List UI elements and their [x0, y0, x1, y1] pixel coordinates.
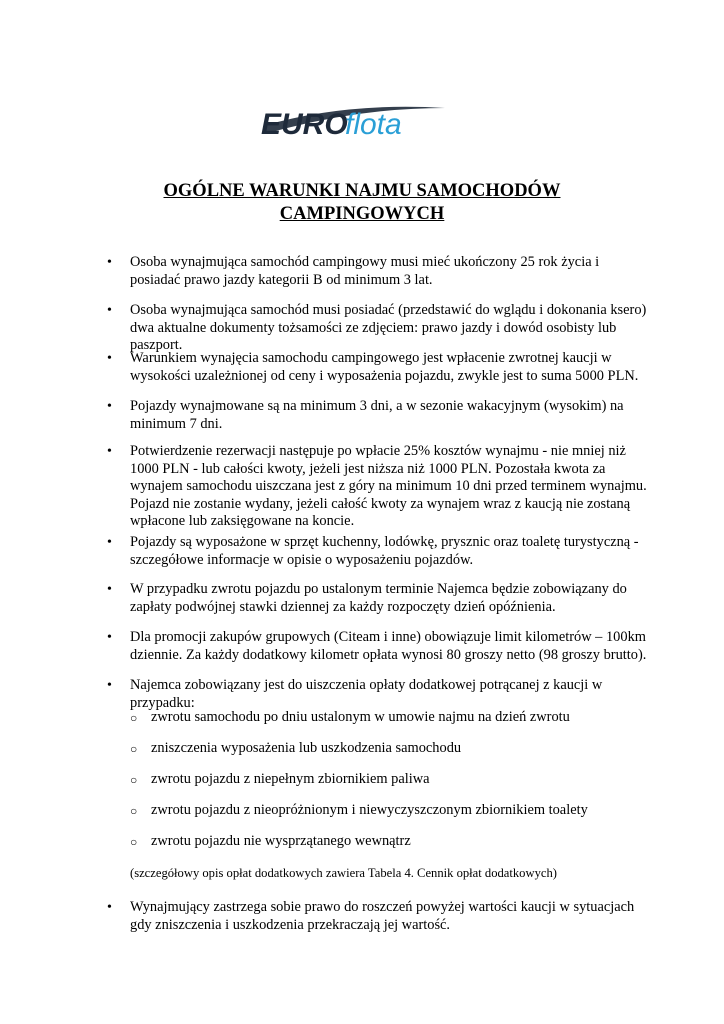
list-item: W przypadku zwrotu pojazdu po ustalonym terminie Najemca będzie zobowiązany do zapłaty podwójnej stawki dziennej za każdy rozpoczęty dzień opóźnienia.: [130, 581, 627, 615]
list-item: Osoba wynajmująca samochód musi posiadać (przedstawić do wglądu i dokonania ksero) dwa aktualne dokumenty tożsamości ze zdjęciem: prawo jazdy i dowód osobisty lub paszport.: [130, 302, 647, 354]
company-logo: [255, 78, 460, 164]
list-item: Osoba wynajmująca samochód campingowy musi mieć ukończony 25 rok życia i posiadać prawo jazdy kategorii B od minimum 3 lat.: [130, 254, 600, 288]
page-title: [0, 180, 724, 226]
bullet-icon: •: [107, 255, 112, 270]
sub-bullet-icon: ○: [130, 773, 138, 787]
list-item: Warunkiem wynajęcia samochodu campingowego jest wpłacenie zwrotnej kaucji w wysokości uzależnionej od ceny i wyposażenia pojazdu, zwykle jest to suma 5000 PLN.: [130, 350, 639, 384]
bullet-icon: •: [107, 444, 112, 459]
logo-text-euro: EURO: [261, 108, 348, 141]
bullet-icon: •: [107, 678, 112, 693]
bullet-icon: •: [107, 582, 112, 597]
list-item: Potwierdzenie rezerwacji następuje po wpłacie 25% kosztów wynajmu - nie mniej niż 1000 PLN - lub całości kwoty, jeżeli jest niższa niż 1000 PLN. Pozostała kwota za wynajem samochodu uiszczana jest z góry na minimum 10 dni przed terminem wynajmu. Pojazd nie zostanie wydany, jeżeli całość kwoty za wynajem wraz z kaucją nie zostaną wpłacone lub zaksięgowane na koncie.: [130, 443, 647, 530]
euroflota-logo-graphic: [255, 78, 460, 164]
bullet-icon: •: [107, 900, 112, 915]
sub-bullet-icon: ○: [130, 835, 138, 849]
sub-list-item: zwrotu pojazdu z nieopróżnionym i niewyczyszczonym zbiornikiem toalety: [151, 802, 588, 818]
title-line-1: OGÓLNE WARUNKI NAJMU SAMOCHODÓW: [163, 181, 561, 201]
title-line-2: CAMPINGOWYCH: [279, 204, 445, 224]
sub-bullet-icon: ○: [130, 804, 138, 818]
list-item: Pojazdy są wyposażone w sprzęt kuchenny, lodówkę, prysznic oraz toaletę turystyczną - szczegółowe informacje w opisie o wyposażeniu pojazdów.: [130, 534, 639, 568]
sub-list-item: zniszczenia wyposażenia lub uszkodzenia samochodu: [151, 740, 462, 756]
sub-list-item: zwrotu samochodu po dniu ustalonym w umowie najmu na dzień zwrotu: [151, 709, 570, 725]
additional-fees-note: (szczegółowy opis opłat dodatkowych zawiera Tabela 4. Cennik opłat dodatkowych): [130, 866, 557, 880]
bullet-icon: •: [107, 630, 112, 645]
bullet-icon: •: [107, 303, 112, 318]
logo-text-flota: flota: [345, 108, 402, 141]
list-item: Dla promocji zakupów grupowych (Citeam i inne) obowiązuje limit kilometrów – 100km dziennie. Za każdy dodatkowy kilometr opłata wynosi 80 groszy netto (98 groszy brutto).: [130, 629, 647, 663]
bullet-icon: •: [107, 351, 112, 366]
bullet-icon: •: [107, 399, 112, 414]
sub-list-item: zwrotu pojazdu z niepełnym zbiornikiem paliwa: [151, 771, 430, 787]
list-item: Najemca zobowiązany jest do uiszczenia opłaty dodatkowej potrącanej z kaucji w przypadku:: [130, 677, 603, 711]
bullet-icon: •: [107, 535, 112, 550]
sub-bullet-icon: ○: [130, 711, 138, 725]
list-item: Wynajmujący zastrzega sobie prawo do roszczeń powyżej wartości kaucji w sytuacjach gdy zniszczenia i uszkodzenia przekraczają jej wartość.: [130, 899, 635, 933]
sub-bullet-icon: ○: [130, 742, 138, 756]
sub-list-item: zwrotu pojazdu nie wysprzątanego wewnątrz: [151, 833, 411, 849]
list-item: Pojazdy wynajmowane są na minimum 3 dni, a w sezonie wakacyjnym (wysokim) na minimum 7 dni.: [130, 398, 624, 432]
